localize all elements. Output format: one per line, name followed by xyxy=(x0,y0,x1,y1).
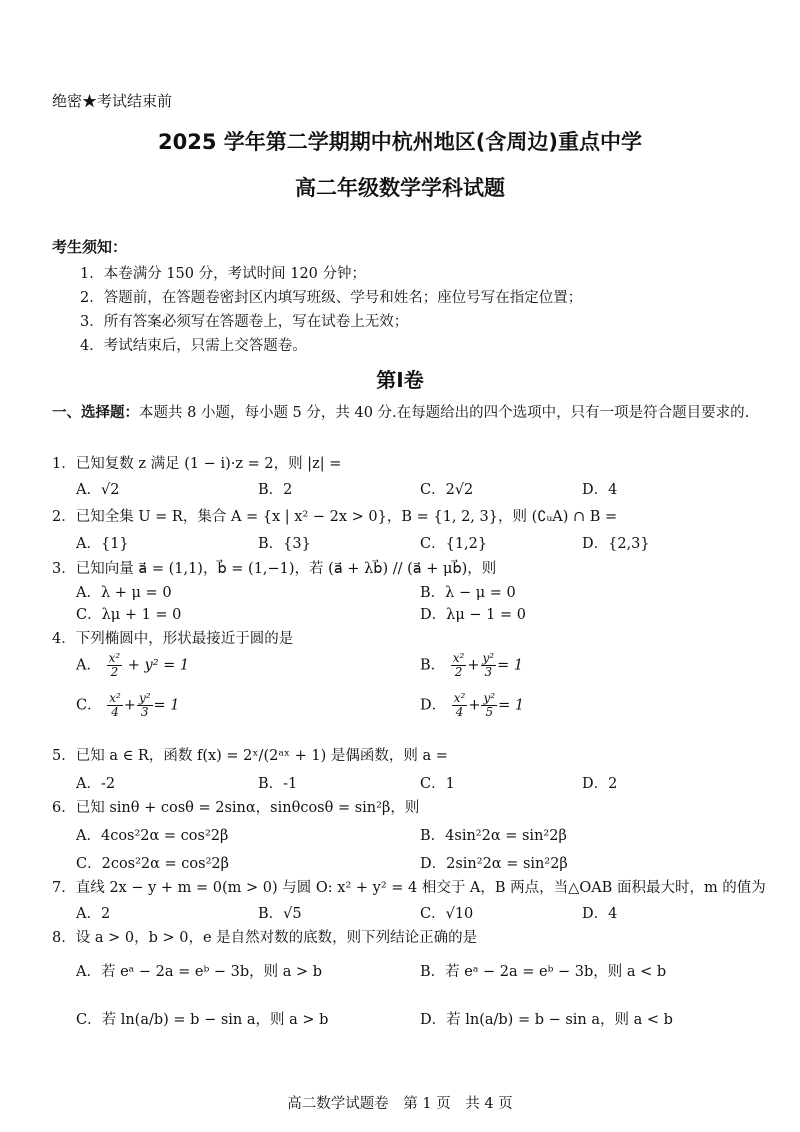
question-7-stem: 7．直线 2x − y + m = 0(m > 0) 与圆 O: x² + y² = 4 相交于 A，B 两点，当△OAB 面积最大时，m 的值为 xyxy=(52,880,766,896)
exam-title: 2025 学年第二学期期中杭州地区(含周边)重点中学 xyxy=(158,130,642,154)
q4-option-b: B． $\frac{\text{x²}}{2}$ + $\frac{\text{y²}}{3}$ = 1 xyxy=(420,651,524,679)
q4-option-d: D． $\frac{\text{x²}}{4}$ + $\frac{\text{y²}}{5}$ = 1 xyxy=(420,691,525,719)
q1-option-c: C．2√2 xyxy=(420,482,474,498)
q1-option-b: B．2 xyxy=(258,482,293,498)
question-5-stem: 5．已知 a ∈ R，函数 f(x) = 2ˣ/(2ᵃˣ + 1) 是偶函数，则 a = xyxy=(52,748,448,764)
secret-label: 绝密★考试结束前 xyxy=(52,92,173,110)
fraction: $\frac{\text{x²}}{4}$ xyxy=(109,691,121,719)
q5-option-a: A．-2 xyxy=(76,776,116,792)
math-expr: + y² = 1 xyxy=(127,657,190,674)
math-expr: = 1 xyxy=(153,697,180,714)
q8-option-b: B．若 eᵃ − 2a = eᵇ − 3b，则 a < b xyxy=(420,964,667,980)
q1-option-d: D．4 xyxy=(582,482,618,498)
fraction: $\frac{\text{x²}}{2}$ xyxy=(452,651,465,679)
q8-option-a: A．若 eᵃ − 2a = eᵇ − 3b，则 a > b xyxy=(76,964,323,980)
q8-option-c: C．若 ln(a/b) = b − sin a，则 a > b xyxy=(76,1012,329,1028)
q7-option-d: D．4 xyxy=(582,906,618,922)
fraction: $\frac{\text{y²}}{5}$ xyxy=(483,691,496,719)
q2-option-d: D．{2,3} xyxy=(582,536,650,552)
q7-option-a: A．2 xyxy=(76,906,111,922)
section-text: 本题共 8 小题，每小题 5 分，共 40 分.在每题给出的四个选项中，只有一项是符合题目要求的. xyxy=(139,405,750,421)
question-8-stem: 8．设 a > 0，b > 0，e 是自然对数的底数，则下列结论正确的是 xyxy=(52,930,478,946)
q2-option-c: C．{1,2} xyxy=(420,536,488,552)
fraction: $\frac{\text{x²}}{2}$ xyxy=(108,651,121,679)
q1-option-a: A．√2 xyxy=(76,482,120,498)
volume-title: 第Ⅰ卷 xyxy=(376,368,424,392)
q8-option-d: D．若 ln(a/b) = b − sin a，则 a < b xyxy=(420,1012,673,1028)
fraction: $\frac{\text{x²}}{4}$ xyxy=(453,691,466,719)
notice-heading: 考生须知： xyxy=(52,238,128,256)
q5-option-c: C．1 xyxy=(420,776,455,792)
exam-subtitle: 高二年级数学学科试题 xyxy=(295,176,505,200)
q5-option-d: D．2 xyxy=(582,776,618,792)
q6-option-d: D．2sin²2α = sin²2β xyxy=(420,856,568,872)
q4-option-d-label: D． xyxy=(420,697,447,714)
notice-item-2: 2．答题前，在答题卷密封区内填写班级、学号和姓名；座位号写在指定位置； xyxy=(80,290,583,306)
notice-item-1: 1．本卷满分 150 分，考试时间 120 分钟； xyxy=(80,266,367,282)
notice-item-3: 3．所有答案必须写在答题卷上，写在试卷上无效； xyxy=(80,314,409,330)
q6-option-a: A．4cos²2α = cos²2β xyxy=(76,828,229,844)
question-6-stem: 6．已知 sinθ + cosθ = 2sinα，sinθcosθ = sin²β，则 xyxy=(52,800,420,816)
section-label: 一、选择题： xyxy=(52,405,139,421)
question-2-stem: 2．已知全集 U = R，集合 A = {x | x² − 2x > 0}，B = {1, 2, 3}，则 (∁ᵤA) ∩ B = xyxy=(52,509,618,525)
q3-option-b: B．λ − μ = 0 xyxy=(420,585,516,601)
q7-option-b: B．√5 xyxy=(258,906,302,922)
q3-option-c: C．λμ + 1 = 0 xyxy=(76,607,182,623)
notice-item-4: 4．考试结束后，只需上交答题卷。 xyxy=(80,338,307,354)
q4-option-b-label: B． xyxy=(420,657,446,674)
section-instructions xyxy=(52,402,752,425)
page-footer: 高二数学试题卷 第 1 页 共 4 页 xyxy=(287,1096,513,1112)
q4-option-a xyxy=(76,652,189,679)
q6-option-c: C．2cos²2α = cos²2β xyxy=(76,856,230,872)
q4-option-a-label: A． xyxy=(76,657,101,674)
q2-option-a: A．{1} xyxy=(76,536,129,552)
q3-option-a: A．λ + μ = 0 xyxy=(76,585,172,601)
fraction: $\frac{\text{y²}}{3}$ xyxy=(482,651,495,679)
q6-option-b: B．4sin²2α = sin²2β xyxy=(420,828,567,844)
q2-option-b: B．{3} xyxy=(258,536,311,552)
math-expr: = 1 xyxy=(497,657,524,674)
question-1-stem: 1．已知复数 z 满足 (1 − i)·z = 2，则 |z| = xyxy=(52,456,342,472)
q3-option-d: D．λμ − 1 = 0 xyxy=(420,607,526,623)
math-expr: = 1 xyxy=(498,697,525,714)
q5-option-b: B．-1 xyxy=(258,776,298,792)
question-4-stem: 4．下列椭圆中，形状最接近于圆的是 xyxy=(52,631,294,647)
q7-option-c: C．√10 xyxy=(420,906,474,922)
question-3-stem: 3．已知向量 a⃗ = (1,1)，b⃗ = (1,−1)，若 (a⃗ + λb⃗) // (a⃗ + μb⃗)，则 xyxy=(52,561,497,577)
q4-option-c-label: C． xyxy=(76,697,102,714)
fraction: $\frac{\text{y²}}{3}$ xyxy=(138,691,151,719)
q4-option-c: C． $\frac{\text{x²}}{4}$ + $\frac{\text{y²}}{3}$ = 1 xyxy=(76,691,180,719)
